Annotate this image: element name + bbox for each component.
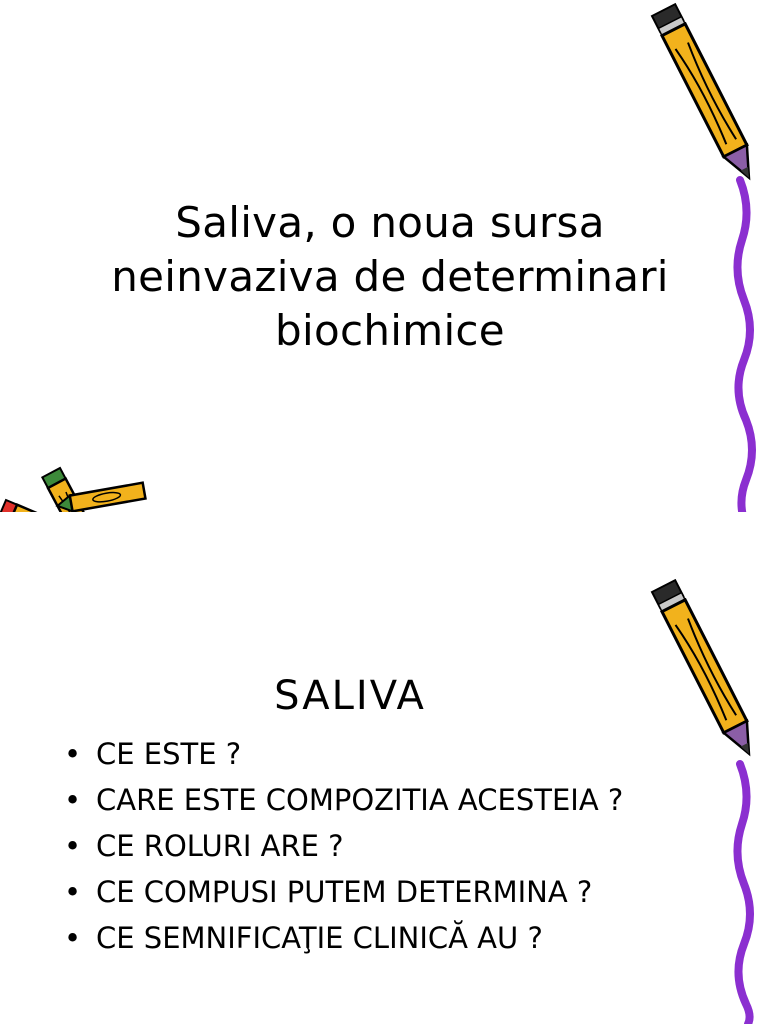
slide-heading: SALIVA <box>274 673 426 719</box>
slide-title: Saliva, o noua sursa neinvaziva de determinari biochimice <box>111 198 669 355</box>
bullet-text: CE COMPUSI PUTEM DETERMINA ? <box>96 875 593 909</box>
bullet-dot: • <box>64 829 82 863</box>
crossed-pencils-icon <box>0 460 160 512</box>
bullet-text: CE SEMNIFICAŢIE CLINICĂ AU ? <box>96 921 543 955</box>
pencil-icon <box>640 0 768 200</box>
bullet-dot: • <box>64 875 82 909</box>
bullet-list <box>64 736 704 966</box>
bullet-item <box>64 920 704 956</box>
bullet-item <box>64 736 704 772</box>
content-slide <box>0 512 768 1024</box>
bullet-item <box>64 782 704 818</box>
bullet-text: CARE ESTE COMPOZITIA ACESTEIA ? <box>96 783 624 817</box>
bullet-text: CE ESTE ? <box>96 737 242 771</box>
bullet-dot: • <box>64 737 82 771</box>
bullet-item <box>64 874 704 910</box>
bullet-text: CE ROLURI ARE ? <box>96 829 344 863</box>
wavy-line-icon <box>728 764 768 1024</box>
wavy-line-icon <box>728 180 768 512</box>
bullet-dot: • <box>64 921 82 955</box>
bullet-dot: • <box>64 783 82 817</box>
bullet-item <box>64 828 704 864</box>
